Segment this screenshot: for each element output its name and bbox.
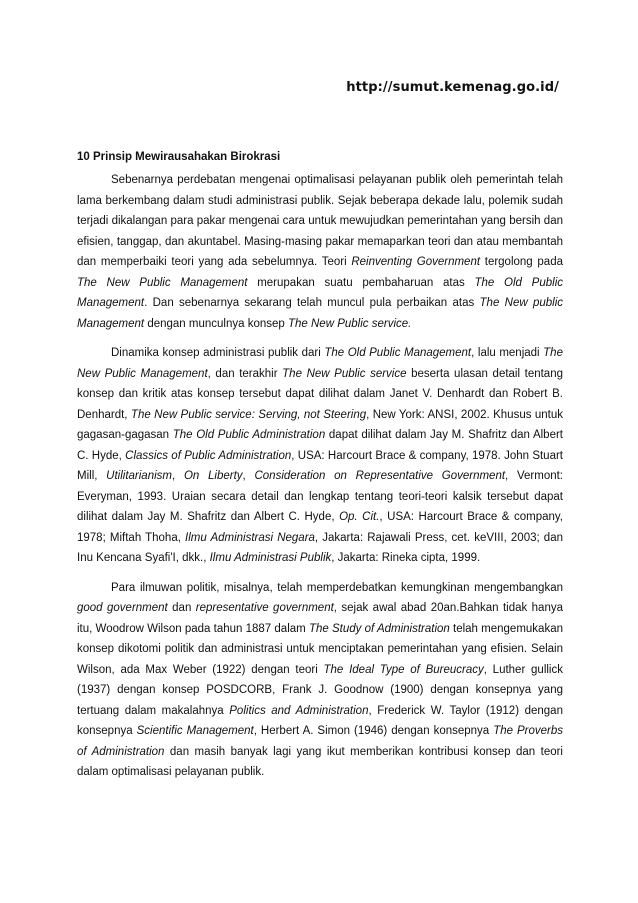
text-run: beserta ulasan detail tentang konsep dan kritik atas konsep tersebut dapat dilihat dalam Janet V. Denhardt dan Robert B. Denhardt, (77, 367, 563, 421)
italic-term: Ilmu Administrasi Publik (209, 552, 332, 564)
italic-term: The Ideal Type of Bureucracy (323, 663, 484, 676)
text-run: dapat dilihat dalam Jay M. Shafritz dan Albert C. Hyde, (77, 429, 563, 462)
italic-term: The Study of Administration (308, 622, 450, 635)
text-run: , New York: ANSI, 2002. Khusus untuk gagasan-gagasan (77, 408, 563, 441)
italic-term: Consideration on Representative Government (254, 470, 506, 482)
text-run: , USA: Harcourt Brace & company, 1978; Miftah Thoha, (77, 511, 564, 544)
paragraph-2 (77, 343, 563, 569)
italic-term: Ilmu Administrasi Negara (185, 531, 315, 544)
paragraph-3 (77, 578, 563, 783)
text-run: , Herbert A. Simon (1946) dengan konsepnya (253, 725, 494, 737)
italic-term: The New Public service (282, 367, 407, 380)
italic-term: Politics and Administration (229, 704, 369, 717)
text-run: , Frederick W. Taylor (1912) dengan konsepnya (77, 704, 563, 737)
italic-term: The Old Public Management (324, 347, 472, 359)
source-url[interactable]: http://sumut.kemenag.go.id/ (346, 80, 559, 95)
text-run: dan (167, 602, 196, 614)
article-heading: 10 Prinsip Mewirausahakan Birokrasi (77, 151, 281, 163)
text-run: , lalu menjadi (471, 347, 544, 359)
text-run: , Vermont: Everyman, 1993. Uraian secara detail dan lengkap tentang teori-teori kalsik tersebut dapat dilihat dalam Jay M. Shafritz dan Albert C. Hyde, (77, 470, 563, 523)
paragraph-1 (77, 170, 563, 334)
text-run: merupakan suatu pembaharuan atas (247, 276, 475, 289)
text-run: , Jakarta: Rineka cipta, 1999. (331, 552, 481, 564)
italic-term: good government (77, 602, 168, 614)
italic-term: The New Public Management (77, 347, 563, 380)
italic-term: The New public Management (77, 297, 564, 330)
italic-term: Scientific Management (136, 725, 254, 737)
italic-term: Reinventing Government (351, 256, 481, 268)
italic-term: Op. Cit. (339, 511, 380, 523)
text-run: , sejak awal abad 20an.Bahkan tidak hanya itu, Woodrow Wilson pada tahun 1887 dalam (77, 602, 563, 635)
italic-term: The New Public service. (287, 317, 412, 330)
italic-term: The Old Public Administration (172, 429, 326, 441)
text-run: dengan munculnya konsep (144, 317, 288, 330)
text-run: Para ilmuwan politik, misalnya, telah memperdebatkan kemungkinan mengembangkan (111, 581, 563, 594)
text-run: Sebenarnya perdebatan mengenai optimalisasi pelayanan publik oleh pemerintah telah lama berkembang dalam studi administrasi publik. Sejak beberapa dekade lalu, polemik sudah terjadi dikalangan para pakar mengenai cara untuk mewujudkan pemerintahan yang bersih dan efisien, tanggap, dan akuntabel. Masing-masing pakar memaparkan teori dan atau membantah dan memperbaiki teori yang ada sebelumnya. Teori (77, 174, 563, 268)
text-run: , Luther gullick (1937) dengan konsep POSDCORB, Frank J. Goodnow (1900) dengan konsepnya yang tertuang dalam makalahnya (77, 663, 563, 717)
italic-term: On Liberty (183, 470, 243, 482)
text-run: Dinamika konsep administrasi publik dari (111, 347, 325, 359)
text-run: , Jakarta: Rajawali Press, cet. keVIII, 2003; dan Inu Kencana Syafi'I, dkk., (77, 531, 563, 564)
italic-term: Classics of Public Administration (125, 449, 292, 462)
text-run: tergolong pada (480, 256, 563, 268)
text-run: . Dan sebenarnya sekarang telah muncul pula perbaikan atas (144, 297, 480, 309)
text-run: , (172, 470, 184, 482)
italic-term: Utilitarianism (106, 470, 172, 482)
article-body (77, 148, 563, 792)
italic-term: The Old Public Management (77, 276, 563, 309)
italic-term: The New Public Management (77, 276, 248, 289)
text-run: dan masih banyak lagi yang ikut memberikan kontribusi konsep dan teori dalam optimalisasi pelayanan publik. (77, 745, 563, 778)
text-run: , dan terakhir (207, 367, 283, 380)
italic-term: The Proverbs of Administration (77, 725, 563, 758)
text-run: telah mengemukakan konsep dikotomi politik dan administrasi untuk menciptakan pemerintahan yang efisien. Selain Wilson, ada Max Weber (1922) dengan teori (77, 622, 563, 676)
text-run: , (242, 470, 255, 482)
italic-term: representative government (195, 602, 334, 614)
italic-term: The New Public service: Serving, not Steering (130, 408, 367, 421)
text-run: , USA: Harcourt Brace & company, 1978. John Stuart Mill, (77, 449, 563, 482)
